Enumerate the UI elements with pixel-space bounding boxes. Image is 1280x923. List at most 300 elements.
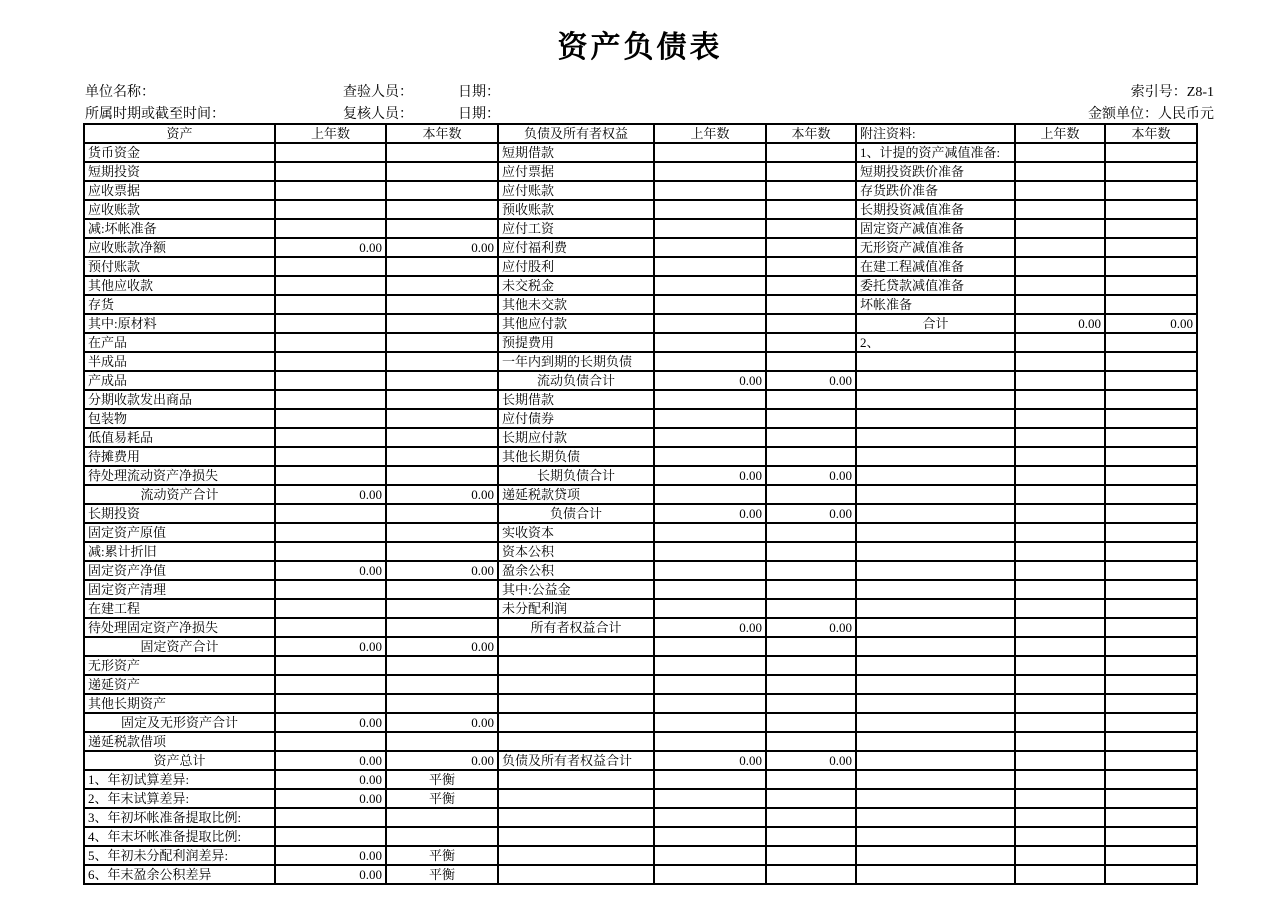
- empty-cell: [1105, 485, 1197, 504]
- empty-cell: [275, 181, 386, 200]
- empty-cell: [1105, 181, 1197, 200]
- empty-cell: [1105, 504, 1197, 523]
- empty-cell: [856, 732, 1015, 751]
- label-cell: 无形资产减值准备: [856, 238, 1015, 257]
- empty-cell: [1105, 428, 1197, 447]
- value-cell: 0.00: [386, 751, 498, 770]
- table-row: [84, 504, 1197, 523]
- label-cell: 4、年末坏帐准备提取比例:: [84, 827, 275, 846]
- label-cell: 应付工资: [498, 219, 654, 238]
- empty-cell: [856, 371, 1015, 390]
- label-cell: 应付账款: [498, 181, 654, 200]
- empty-cell: [856, 827, 1015, 846]
- empty-cell: [1015, 713, 1105, 732]
- empty-cell: [856, 865, 1015, 884]
- empty-cell: [275, 504, 386, 523]
- empty-cell: [1015, 162, 1105, 181]
- empty-cell: [275, 219, 386, 238]
- label-cell: 5、年初未分配利润差异:: [84, 846, 275, 865]
- empty-cell: [386, 333, 498, 352]
- empty-cell: [766, 732, 856, 751]
- label-cell: 应付福利费: [498, 238, 654, 257]
- empty-cell: [766, 485, 856, 504]
- label-cell: 减:累计折旧: [84, 542, 275, 561]
- empty-cell: [654, 808, 766, 827]
- empty-cell: [1015, 599, 1105, 618]
- table-header-row: [84, 124, 1197, 143]
- empty-cell: [766, 675, 856, 694]
- empty-cell: [856, 675, 1015, 694]
- empty-cell: [386, 580, 498, 599]
- empty-cell: [386, 504, 498, 523]
- empty-cell: [386, 314, 498, 333]
- empty-cell: [498, 827, 654, 846]
- value-cell: 0.00: [766, 618, 856, 637]
- empty-cell: [856, 523, 1015, 542]
- label-cell: 应付股利: [498, 257, 654, 276]
- empty-cell: [1105, 675, 1197, 694]
- label-cell: 盈余公积: [498, 561, 654, 580]
- empty-cell: [654, 295, 766, 314]
- empty-cell: [1105, 409, 1197, 428]
- empty-cell: [1015, 371, 1105, 390]
- table-row: [84, 466, 1197, 485]
- empty-cell: [1015, 789, 1105, 808]
- empty-cell: [1015, 276, 1105, 295]
- label-cell: 长期借款: [498, 390, 654, 409]
- empty-cell: [386, 409, 498, 428]
- table-row: [84, 846, 1197, 865]
- label-cell: 固定资产清理: [84, 580, 275, 599]
- empty-cell: [766, 656, 856, 675]
- label-cell: 其他长期负债: [498, 447, 654, 466]
- empty-cell: [386, 732, 498, 751]
- label-cell: 其中:原材料: [84, 314, 275, 333]
- empty-cell: [766, 181, 856, 200]
- value-cell: 0.00: [386, 238, 498, 257]
- empty-cell: [1015, 219, 1105, 238]
- empty-cell: [275, 694, 386, 713]
- empty-cell: [1105, 200, 1197, 219]
- empty-cell: [1015, 504, 1105, 523]
- label-cell: 固定及无形资产合计: [84, 713, 275, 732]
- empty-cell: [386, 162, 498, 181]
- empty-cell: [498, 808, 654, 827]
- column-header: 本年数: [1105, 124, 1197, 143]
- label-cell: 应收账款净额: [84, 238, 275, 257]
- label-cell: 6、年末盈余公积差异: [84, 865, 275, 884]
- empty-cell: [498, 675, 654, 694]
- empty-cell: [275, 618, 386, 637]
- page-title: 资产负债表: [557, 31, 723, 64]
- empty-cell: [275, 257, 386, 276]
- empty-cell: [654, 713, 766, 732]
- table-row: [84, 713, 1197, 732]
- table-row: [84, 770, 1197, 789]
- label-cell: 长期投资: [84, 504, 275, 523]
- empty-cell: [1015, 466, 1105, 485]
- empty-cell: [654, 314, 766, 333]
- label-cell: 应付债券: [498, 409, 654, 428]
- empty-cell: [766, 694, 856, 713]
- empty-cell: [1105, 257, 1197, 276]
- empty-cell: [1015, 257, 1105, 276]
- empty-cell: [1015, 808, 1105, 827]
- empty-cell: [654, 694, 766, 713]
- empty-cell: [1015, 561, 1105, 580]
- empty-cell: [654, 447, 766, 466]
- empty-cell: [386, 542, 498, 561]
- empty-cell: [498, 637, 654, 656]
- table-row: [84, 162, 1197, 181]
- empty-cell: [498, 846, 654, 865]
- empty-cell: [766, 713, 856, 732]
- table-row: [84, 219, 1197, 238]
- empty-cell: [1015, 485, 1105, 504]
- empty-cell: [386, 295, 498, 314]
- label-cell: 无形资产: [84, 656, 275, 675]
- label-cell: 其他应付款: [498, 314, 654, 333]
- empty-cell: [386, 618, 498, 637]
- empty-cell: [766, 409, 856, 428]
- label-cell: 应收账款: [84, 200, 275, 219]
- empty-cell: [856, 694, 1015, 713]
- table-row: [84, 523, 1197, 542]
- empty-cell: [856, 447, 1015, 466]
- empty-cell: [856, 485, 1015, 504]
- empty-cell: [498, 713, 654, 732]
- label-cell: 存货跌价准备: [856, 181, 1015, 200]
- label-cell: 其中:公益金: [498, 580, 654, 599]
- value-cell: 0.00: [1015, 314, 1105, 333]
- empty-cell: [1105, 618, 1197, 637]
- empty-cell: [654, 789, 766, 808]
- label-cell: 应收票据: [84, 181, 275, 200]
- value-cell: 0.00: [275, 770, 386, 789]
- table-row: [84, 238, 1197, 257]
- column-header: 负债及所有者权益: [498, 124, 654, 143]
- empty-cell: [1015, 580, 1105, 599]
- empty-cell: [386, 466, 498, 485]
- empty-cell: [1105, 713, 1197, 732]
- label-cell: 在产品: [84, 333, 275, 352]
- empty-cell: [766, 200, 856, 219]
- value-cell: 0.00: [275, 637, 386, 656]
- empty-cell: [856, 599, 1015, 618]
- empty-cell: [1105, 827, 1197, 846]
- label-cell: 固定资产合计: [84, 637, 275, 656]
- column-header: 本年数: [766, 124, 856, 143]
- label-cell: 固定资产净值: [84, 561, 275, 580]
- empty-cell: [856, 561, 1015, 580]
- empty-cell: [1015, 390, 1105, 409]
- table-row: [84, 181, 1197, 200]
- empty-cell: [1015, 542, 1105, 561]
- empty-cell: [1015, 428, 1105, 447]
- empty-cell: [386, 219, 498, 238]
- empty-cell: [1105, 580, 1197, 599]
- empty-cell: [654, 428, 766, 447]
- column-header: 本年数: [386, 124, 498, 143]
- value-cell: 0.00: [654, 371, 766, 390]
- empty-cell: [1015, 865, 1105, 884]
- empty-cell: [766, 352, 856, 371]
- empty-cell: [386, 827, 498, 846]
- empty-cell: [386, 390, 498, 409]
- empty-cell: [1015, 732, 1105, 751]
- label-cell: 1、年初试算差异:: [84, 770, 275, 789]
- empty-cell: [1015, 352, 1105, 371]
- empty-cell: [1105, 466, 1197, 485]
- empty-cell: [386, 599, 498, 618]
- empty-cell: [856, 637, 1015, 656]
- label-cell: 长期投资减值准备: [856, 200, 1015, 219]
- empty-cell: [1105, 143, 1197, 162]
- empty-cell: [1105, 333, 1197, 352]
- currency-unit-value: 人民币元: [1158, 107, 1214, 122]
- label-cell: 资产总计: [84, 751, 275, 770]
- empty-cell: [498, 656, 654, 675]
- value-cell: 0.00: [275, 865, 386, 884]
- value-cell: 0.00: [1105, 314, 1197, 333]
- empty-cell: [1105, 808, 1197, 827]
- table-row: [84, 580, 1197, 599]
- empty-cell: [654, 656, 766, 675]
- empty-cell: [766, 143, 856, 162]
- date-label-2: 日期：: [458, 107, 500, 122]
- empty-cell: [498, 789, 654, 808]
- label-cell: 固定资产减值准备: [856, 219, 1015, 238]
- empty-cell: [1015, 637, 1105, 656]
- empty-cell: [275, 675, 386, 694]
- empty-cell: [1105, 637, 1197, 656]
- label-cell: 在建工程: [84, 599, 275, 618]
- empty-cell: [654, 523, 766, 542]
- balance-sheet-table: [83, 123, 1198, 885]
- empty-cell: [654, 143, 766, 162]
- empty-cell: [856, 580, 1015, 599]
- label-cell: 平衡: [386, 865, 498, 884]
- empty-cell: [1105, 751, 1197, 770]
- label-cell: 存货: [84, 295, 275, 314]
- empty-cell: [498, 770, 654, 789]
- empty-cell: [386, 428, 498, 447]
- value-cell: 0.00: [386, 637, 498, 656]
- empty-cell: [654, 846, 766, 865]
- label-cell: 预付账款: [84, 257, 275, 276]
- empty-cell: [1015, 751, 1105, 770]
- empty-cell: [766, 162, 856, 181]
- value-cell: 0.00: [275, 485, 386, 504]
- empty-cell: [1015, 143, 1105, 162]
- empty-cell: [654, 352, 766, 371]
- label-cell: 平衡: [386, 770, 498, 789]
- table-row: [84, 314, 1197, 333]
- table-row: [84, 656, 1197, 675]
- table-row: [84, 637, 1197, 656]
- table-row: [84, 371, 1197, 390]
- table-row: [84, 143, 1197, 162]
- table-row: [84, 447, 1197, 466]
- empty-cell: [1105, 390, 1197, 409]
- empty-cell: [1105, 770, 1197, 789]
- label-cell: 3、年初坏帐准备提取比例:: [84, 808, 275, 827]
- empty-cell: [1015, 447, 1105, 466]
- value-cell: 0.00: [275, 789, 386, 808]
- empty-cell: [1015, 295, 1105, 314]
- inspector-label: 查验人员：: [343, 85, 413, 100]
- table-row: [84, 276, 1197, 295]
- table-row: [84, 200, 1197, 219]
- table-row: [84, 352, 1197, 371]
- empty-cell: [275, 352, 386, 371]
- empty-cell: [275, 314, 386, 333]
- empty-cell: [1015, 827, 1105, 846]
- empty-cell: [654, 200, 766, 219]
- label-cell: 负债及所有者权益合计: [498, 751, 654, 770]
- table-row: [84, 675, 1197, 694]
- index-number-value: Z8-1: [1186, 85, 1214, 100]
- value-cell: 0.00: [766, 466, 856, 485]
- empty-cell: [386, 257, 498, 276]
- table-row: [84, 333, 1197, 352]
- date-label-1: 日期：: [458, 85, 500, 100]
- label-cell: 一年内到期的长期负债: [498, 352, 654, 371]
- label-cell: 产成品: [84, 371, 275, 390]
- empty-cell: [1105, 694, 1197, 713]
- label-cell: 未交税金: [498, 276, 654, 295]
- value-cell: 0.00: [275, 238, 386, 257]
- empty-cell: [766, 580, 856, 599]
- value-cell: 0.00: [275, 846, 386, 865]
- label-cell: 负债合计: [498, 504, 654, 523]
- table-row: [84, 827, 1197, 846]
- label-cell: 资本公积: [498, 542, 654, 561]
- empty-cell: [856, 770, 1015, 789]
- label-cell: 货币资金: [84, 143, 275, 162]
- empty-cell: [856, 542, 1015, 561]
- empty-cell: [275, 200, 386, 219]
- table-row: [84, 428, 1197, 447]
- empty-cell: [386, 447, 498, 466]
- table-row: [84, 751, 1197, 770]
- table-row: [84, 599, 1197, 618]
- label-cell: 预收账款: [498, 200, 654, 219]
- empty-cell: [654, 827, 766, 846]
- label-cell: 其他未交款: [498, 295, 654, 314]
- label-cell: 坏帐准备: [856, 295, 1015, 314]
- empty-cell: [654, 637, 766, 656]
- empty-cell: [654, 409, 766, 428]
- empty-cell: [1015, 618, 1105, 637]
- label-cell: 委托贷款减值准备: [856, 276, 1015, 295]
- empty-cell: [766, 789, 856, 808]
- empty-cell: [275, 295, 386, 314]
- empty-cell: [856, 618, 1015, 637]
- index-number: [1131, 81, 1214, 101]
- table-row: [84, 295, 1197, 314]
- label-cell: 在建工程减值准备: [856, 257, 1015, 276]
- empty-cell: [766, 599, 856, 618]
- empty-cell: [1105, 599, 1197, 618]
- label-cell: 分期收款发出商品: [84, 390, 275, 409]
- table-row: [84, 409, 1197, 428]
- label-cell: 短期投资跌价准备: [856, 162, 1015, 181]
- empty-cell: [856, 352, 1015, 371]
- label-cell: 平衡: [386, 846, 498, 865]
- label-cell: 短期借款: [498, 143, 654, 162]
- empty-cell: [498, 732, 654, 751]
- empty-cell: [766, 257, 856, 276]
- empty-cell: [1105, 238, 1197, 257]
- empty-cell: [654, 561, 766, 580]
- empty-cell: [654, 257, 766, 276]
- table-row: [84, 542, 1197, 561]
- value-cell: 0.00: [275, 561, 386, 580]
- empty-cell: [766, 219, 856, 238]
- currency-unit: [1088, 103, 1214, 123]
- empty-cell: [766, 390, 856, 409]
- empty-cell: [654, 276, 766, 295]
- empty-cell: [766, 637, 856, 656]
- table-row: [84, 618, 1197, 637]
- label-cell: 待处理固定资产净损失: [84, 618, 275, 637]
- empty-cell: [386, 352, 498, 371]
- empty-cell: [766, 314, 856, 333]
- label-cell: 半成品: [84, 352, 275, 371]
- index-number-label: 索引号：: [1130, 85, 1187, 100]
- empty-cell: [1105, 846, 1197, 865]
- column-header: 上年数: [275, 124, 386, 143]
- empty-cell: [654, 219, 766, 238]
- empty-cell: [654, 732, 766, 751]
- empty-cell: [386, 200, 498, 219]
- label-cell: 合计: [856, 314, 1015, 333]
- table-row: [84, 257, 1197, 276]
- empty-cell: [654, 675, 766, 694]
- empty-cell: [1105, 447, 1197, 466]
- empty-cell: [386, 523, 498, 542]
- empty-cell: [1015, 523, 1105, 542]
- label-cell: 所有者权益合计: [498, 618, 654, 637]
- label-cell: 递延税款借项: [84, 732, 275, 751]
- empty-cell: [766, 542, 856, 561]
- empty-cell: [654, 770, 766, 789]
- column-header: 上年数: [1015, 124, 1105, 143]
- label-cell: 其他应收款: [84, 276, 275, 295]
- empty-cell: [386, 808, 498, 827]
- empty-cell: [386, 276, 498, 295]
- value-cell: 0.00: [654, 751, 766, 770]
- label-cell: 低值易耗品: [84, 428, 275, 447]
- empty-cell: [1015, 238, 1105, 257]
- empty-cell: [386, 656, 498, 675]
- value-cell: 0.00: [275, 751, 386, 770]
- table-row: [84, 865, 1197, 884]
- empty-cell: [856, 808, 1015, 827]
- empty-cell: [1105, 295, 1197, 314]
- table-row: [84, 485, 1197, 504]
- empty-cell: [654, 238, 766, 257]
- empty-cell: [386, 181, 498, 200]
- reviewer-label: 复核人员：: [343, 107, 413, 122]
- empty-cell: [654, 181, 766, 200]
- empty-cell: [1105, 542, 1197, 561]
- empty-cell: [654, 333, 766, 352]
- label-cell: 未分配利润: [498, 599, 654, 618]
- empty-cell: [1015, 656, 1105, 675]
- label-cell: 短期投资: [84, 162, 275, 181]
